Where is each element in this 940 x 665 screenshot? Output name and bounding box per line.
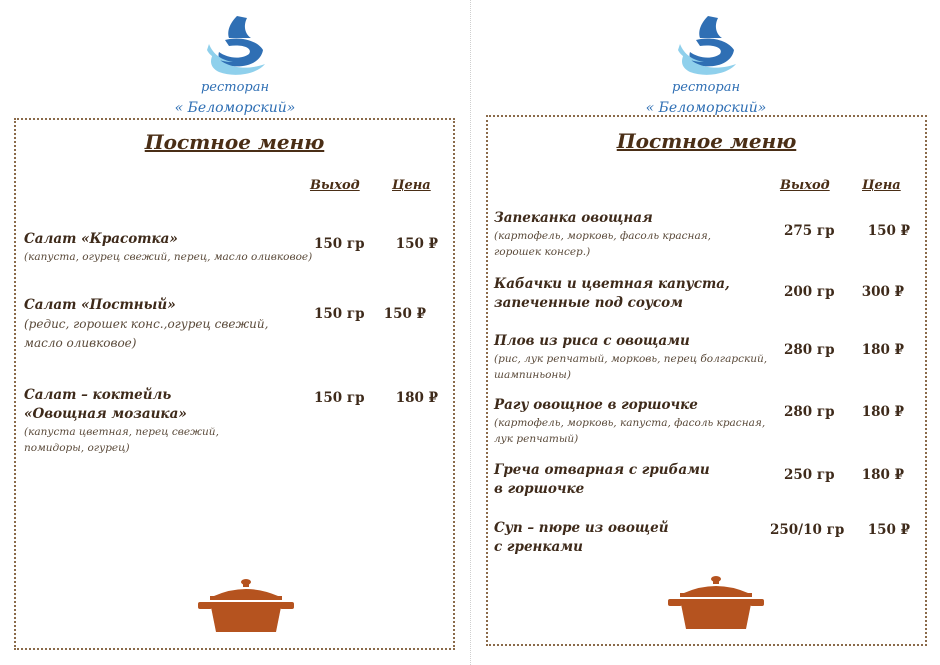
- logo-name: « Беломорский»: [174, 100, 296, 116]
- item-name: Греча отварная с грибами в горшочке: [494, 462, 710, 497]
- item-yield: 280 гр: [784, 342, 835, 358]
- wave-logo-icon: [670, 14, 742, 78]
- menu-item: [494, 396, 774, 447]
- item-name: Салат «Постный»: [24, 297, 176, 313]
- cooking-pot-icon: [666, 573, 766, 633]
- wave-logo-icon: [199, 14, 271, 78]
- logo-subtitle: ресторан: [671, 80, 741, 95]
- item-name: Плов из риса с овощами: [494, 333, 690, 349]
- restaurant-logo-left: [155, 14, 315, 116]
- item-price: 180 ₽: [861, 467, 904, 483]
- item-name: Салат – коктейль «Овощная мозаика»: [24, 387, 187, 422]
- page-fold-line: [470, 0, 471, 665]
- column-yield-header: Выход: [780, 178, 830, 193]
- menu-title: Постное меню: [144, 130, 325, 154]
- item-price: 150 ₽: [395, 236, 438, 252]
- item-description: (редис, горошек конс.,огурец свежий, масло оливковое): [24, 317, 269, 350]
- menu-item: [24, 296, 314, 353]
- item-name: Рагу овощное в горшочке: [494, 397, 698, 413]
- item-price: 180 ₽: [861, 342, 904, 358]
- menu-title: Постное меню: [616, 129, 797, 153]
- logo-subtitle: ресторан: [200, 80, 270, 95]
- item-price: 300 ₽: [861, 284, 904, 300]
- item-name: Салат «Красотка»: [24, 231, 178, 247]
- item-name: Запеканка овощная: [494, 210, 653, 226]
- item-price: 150 ₽: [867, 223, 910, 239]
- menu-item: [494, 332, 774, 383]
- item-name: Кабачки и цветная капуста, запеченные под соусом: [494, 276, 730, 311]
- item-description: (капуста, огурец свежий, перец, масло оливковое): [24, 251, 313, 263]
- menu-item: [494, 519, 774, 557]
- menu-item: [24, 386, 314, 456]
- menu-item: [24, 230, 314, 265]
- item-description: (картофель, морковь, капуста, фасоль красная, лук репчатый): [494, 417, 766, 445]
- menu-item: [494, 461, 774, 499]
- item-yield: 150 гр: [314, 390, 365, 406]
- menu-frame-right: [486, 115, 927, 646]
- item-price: 180 ₽: [861, 404, 904, 420]
- item-yield: 275 гр: [784, 223, 835, 239]
- column-price-header: Цена: [862, 178, 901, 193]
- item-description: (рис, лук репчатый, морковь, перец болгарский, шампиньоны): [494, 353, 768, 381]
- item-price: 180 ₽: [395, 390, 438, 406]
- restaurant-logo-right: [626, 14, 786, 116]
- item-price: 150 ₽: [867, 522, 910, 538]
- logo-name: « Беломорский»: [645, 100, 767, 116]
- item-description: (картофель, морковь, фасоль красная, горошек консер.): [494, 230, 711, 258]
- item-yield: 280 гр: [784, 404, 835, 420]
- menu-frame-left: [14, 118, 455, 650]
- item-description: (капуста цветная, перец свежий, помидоры, огурец): [24, 426, 219, 454]
- item-price: 150 ₽: [383, 306, 426, 322]
- item-yield: 250/10 гр: [770, 522, 845, 538]
- item-yield: 250 гр: [784, 467, 835, 483]
- item-yield: 200 гр: [784, 284, 835, 300]
- menu-item: [494, 209, 774, 260]
- column-price-header: Цена: [392, 178, 431, 193]
- cooking-pot-icon: [196, 576, 296, 636]
- item-name: Суп – пюре из овощей с гренками: [494, 520, 669, 555]
- menu-item: [494, 275, 774, 313]
- item-yield: 150 гр: [314, 306, 365, 322]
- column-yield-header: Выход: [310, 178, 360, 193]
- item-yield: 150 гр: [314, 236, 365, 252]
